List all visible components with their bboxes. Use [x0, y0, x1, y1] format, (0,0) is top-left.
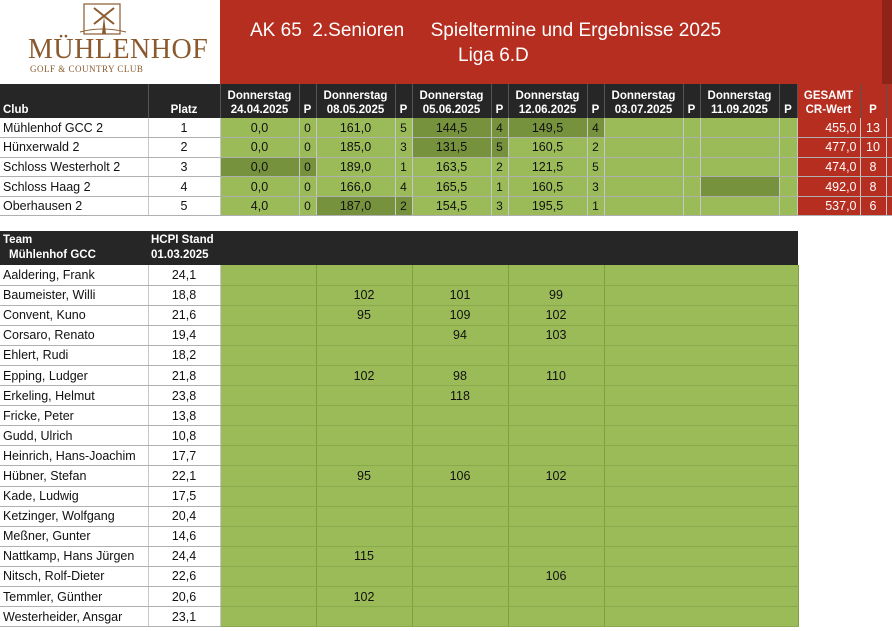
player-result [508, 406, 604, 426]
total-points: 6 [860, 196, 886, 216]
player-row [0, 446, 798, 466]
round-points: 2 [491, 157, 508, 177]
player-result [604, 587, 798, 607]
player-result [220, 587, 316, 607]
round-score: 0,0 [220, 138, 299, 158]
round-points: 1 [491, 177, 508, 197]
date-day: Donnerstag [323, 90, 388, 102]
player-result [316, 566, 412, 586]
player-result [508, 486, 604, 506]
player-result: 99 [508, 285, 604, 305]
date-day: Donnerstag [227, 90, 292, 102]
round-points: 0 [299, 138, 316, 158]
club-name: Schloss Westerholt 2 [0, 157, 148, 177]
round-score: 4,0 [220, 196, 299, 216]
date-day: Donnerstag [419, 90, 484, 102]
player-name: Hübner, Stefan [0, 466, 148, 486]
player-hcpi: 24,4 [148, 546, 220, 566]
round-points: 3 [395, 138, 412, 158]
club-rank: 1 [148, 118, 220, 138]
date-column-header [316, 84, 395, 118]
player-result [220, 305, 316, 325]
player-result [604, 365, 798, 385]
player-result [316, 607, 412, 627]
windmill-icon [76, 2, 130, 36]
platz-column-header: Platz [148, 84, 220, 118]
points-column-header: P [779, 84, 797, 118]
player-result [604, 566, 798, 586]
round-points: 2 [395, 196, 412, 216]
points-column-header: P [299, 84, 316, 118]
round-score: 165,5 [412, 177, 491, 197]
team-results-table [0, 231, 799, 627]
player-result: 103 [508, 325, 604, 345]
player-result [220, 365, 316, 385]
page-header [220, 0, 892, 84]
total-points: 10 [860, 138, 886, 158]
player-result [508, 526, 604, 546]
player-result [508, 607, 604, 627]
player-result [508, 386, 604, 406]
club-logo [20, 2, 209, 80]
player-result [412, 546, 508, 566]
player-result: 110 [508, 365, 604, 385]
player-result [604, 607, 798, 627]
player-hcpi: 17,5 [148, 486, 220, 506]
player-row [0, 345, 798, 365]
club-row [0, 157, 892, 177]
player-row [0, 486, 798, 506]
total-cr-value: 492,0 [797, 177, 860, 197]
player-result [412, 607, 508, 627]
player-result [412, 426, 508, 446]
player-row [0, 466, 798, 486]
player-hcpi: 20,6 [148, 587, 220, 607]
player-hcpi: 19,4 [148, 325, 220, 345]
player-result [604, 325, 798, 345]
date-column-header [508, 84, 587, 118]
player-result [220, 566, 316, 586]
player-result: 118 [412, 386, 508, 406]
round-points: 4 [491, 118, 508, 138]
player-hcpi: 18,2 [148, 345, 220, 365]
logo-brand: MÜHLENHOF [28, 34, 209, 65]
round-score: 161,0 [316, 118, 395, 138]
round-score [700, 138, 779, 158]
player-result [220, 546, 316, 566]
club-rank: 5 [148, 196, 220, 216]
club-row [0, 118, 892, 138]
round-score: 160,5 [508, 177, 587, 197]
round-points: 3 [587, 177, 604, 197]
player-result [508, 426, 604, 446]
player-result [604, 386, 798, 406]
round-points: 0 [299, 177, 316, 197]
player-row [0, 386, 798, 406]
round-score [604, 118, 683, 138]
player-result [220, 446, 316, 466]
player-result: 98 [412, 365, 508, 385]
player-result [316, 345, 412, 365]
round-score [604, 138, 683, 158]
date-column-header [412, 84, 491, 118]
round-points: 5 [587, 157, 604, 177]
player-row [0, 506, 798, 526]
player-result [316, 526, 412, 546]
round-points [779, 196, 797, 216]
player-result [508, 446, 604, 466]
round-points: 0 [299, 118, 316, 138]
player-result [412, 345, 508, 365]
player-result [508, 587, 604, 607]
total-cr-value: 477,0 [797, 138, 860, 158]
row-edge [886, 157, 892, 177]
player-hcpi: 21,8 [148, 365, 220, 385]
player-result [508, 546, 604, 566]
round-points: 3 [491, 196, 508, 216]
player-result: 101 [412, 285, 508, 305]
round-points [683, 157, 700, 177]
player-result [412, 406, 508, 426]
player-hcpi: 22,1 [148, 466, 220, 486]
cr-label: CR-Wert [805, 104, 852, 116]
player-result [316, 325, 412, 345]
player-result [412, 526, 508, 546]
player-row [0, 285, 798, 305]
player-name: Corsaro, Renato [0, 325, 148, 345]
player-name: Nattkamp, Hans Jürgen [0, 546, 148, 566]
total-cr-value: 455,0 [797, 118, 860, 138]
player-name: Fricke, Peter [0, 406, 148, 426]
round-score [700, 177, 779, 197]
team-header: Team Mühlenhof GCC [0, 231, 148, 265]
player-hcpi: 10,8 [148, 426, 220, 446]
player-row [0, 587, 798, 607]
club-row [0, 177, 892, 197]
round-score: 131,5 [412, 138, 491, 158]
player-result [604, 305, 798, 325]
date-value: 24.04.2025 [230, 104, 289, 116]
player-result [604, 446, 798, 466]
player-result [604, 466, 798, 486]
total-column-header [797, 84, 860, 118]
player-result [604, 486, 798, 506]
round-points: 0 [299, 196, 316, 216]
player-result [220, 386, 316, 406]
round-score: 0,0 [220, 177, 299, 197]
player-result: 106 [508, 566, 604, 586]
player-result [412, 265, 508, 285]
player-result [508, 265, 604, 285]
round-score: 149,5 [508, 118, 587, 138]
edge-header [886, 84, 892, 118]
player-result [604, 526, 798, 546]
player-result [220, 426, 316, 446]
player-row [0, 325, 798, 345]
round-score: 166,0 [316, 177, 395, 197]
header-edge [882, 0, 892, 84]
player-result: 94 [412, 325, 508, 345]
date-day: Donnerstag [515, 90, 580, 102]
total-points: 13 [860, 118, 886, 138]
player-hcpi: 14,6 [148, 526, 220, 546]
round-score: 144,5 [412, 118, 491, 138]
club-rank: 3 [148, 157, 220, 177]
total-points-header: P [860, 84, 886, 118]
round-points: 5 [395, 118, 412, 138]
player-row [0, 607, 798, 627]
total-points: 8 [860, 157, 886, 177]
round-points [683, 196, 700, 216]
player-result [220, 607, 316, 627]
player-name: Aaldering, Frank [0, 265, 148, 285]
club-rank: 4 [148, 177, 220, 197]
club-name: Schloss Haag 2 [0, 177, 148, 197]
player-name: Ketzinger, Wolfgang [0, 506, 148, 526]
round-score: 154,5 [412, 196, 491, 216]
player-result [220, 486, 316, 506]
player-hcpi: 22,6 [148, 566, 220, 586]
club-row [0, 138, 892, 158]
player-row [0, 426, 798, 446]
player-result [220, 285, 316, 305]
round-score [700, 157, 779, 177]
player-hcpi: 23,8 [148, 386, 220, 406]
player-result: 95 [316, 305, 412, 325]
round-score [700, 118, 779, 138]
player-result [316, 265, 412, 285]
row-edge [886, 177, 892, 197]
date-column-header [220, 84, 299, 118]
player-hcpi: 18,8 [148, 285, 220, 305]
player-name: Convent, Kuno [0, 305, 148, 325]
total-cr-value: 537,0 [797, 196, 860, 216]
player-result [316, 426, 412, 446]
player-result [412, 486, 508, 506]
player-result [316, 486, 412, 506]
hcpi-header: HCPI Stand 01.03.2025 [148, 231, 220, 265]
round-points: 1 [587, 196, 604, 216]
player-result [508, 506, 604, 526]
player-hcpi: 21,6 [148, 305, 220, 325]
player-result [220, 466, 316, 486]
player-name: Meßner, Gunter [0, 526, 148, 546]
round-points [779, 177, 797, 197]
player-result: 109 [412, 305, 508, 325]
player-name: Westerheider, Ansgar [0, 607, 148, 627]
player-hcpi: 20,4 [148, 506, 220, 526]
round-score [604, 157, 683, 177]
date-value: 03.07.2025 [614, 104, 673, 116]
player-result: 102 [508, 305, 604, 325]
player-row [0, 546, 798, 566]
player-result [316, 446, 412, 466]
player-result: 102 [316, 365, 412, 385]
club-column-header: Club [0, 84, 148, 118]
player-result [412, 566, 508, 586]
player-result [604, 265, 798, 285]
round-points [779, 118, 797, 138]
round-score: 160,5 [508, 138, 587, 158]
player-name: Temmler, Günther [0, 587, 148, 607]
player-result [604, 506, 798, 526]
round-score: 163,5 [412, 157, 491, 177]
player-result [604, 345, 798, 365]
player-result: 102 [508, 466, 604, 486]
round-score [604, 177, 683, 197]
player-row [0, 365, 798, 385]
player-name: Ehlert, Rudi [0, 345, 148, 365]
player-hcpi: 24,1 [148, 265, 220, 285]
player-result [220, 506, 316, 526]
player-hcpi: 23,1 [148, 607, 220, 627]
player-result [316, 506, 412, 526]
round-points [683, 177, 700, 197]
row-edge [886, 118, 892, 138]
round-score: 189,0 [316, 157, 395, 177]
player-name: Nitsch, Rolf-Dieter [0, 566, 148, 586]
logo-subtitle: GOLF & COUNTRY CLUB [30, 64, 144, 74]
player-result [220, 526, 316, 546]
total-cr-value: 474,0 [797, 157, 860, 177]
date-column-header [604, 84, 683, 118]
club-name: Mühlenhof GCC 2 [0, 118, 148, 138]
round-points: 5 [491, 138, 508, 158]
club-rank: 2 [148, 138, 220, 158]
round-score: 0,0 [220, 118, 299, 138]
round-score: 195,5 [508, 196, 587, 216]
points-column-header: P [587, 84, 604, 118]
player-name: Kade, Ludwig [0, 486, 148, 506]
player-result [604, 285, 798, 305]
player-result [604, 426, 798, 446]
date-value: 08.05.2025 [326, 104, 385, 116]
club-name: Hünxerwald 2 [0, 138, 148, 158]
player-row [0, 406, 798, 426]
player-result [220, 345, 316, 365]
date-value: 05.06.2025 [422, 104, 481, 116]
player-result [412, 587, 508, 607]
round-points: 4 [587, 118, 604, 138]
round-score [604, 196, 683, 216]
player-result: 106 [412, 466, 508, 486]
round-points [683, 118, 700, 138]
total-label: GESAMT [803, 90, 854, 102]
player-name: Heinrich, Hans-Joachim [0, 446, 148, 466]
page-subtitle: Liga 6.D [458, 45, 529, 66]
player-result [412, 446, 508, 466]
round-points: 4 [395, 177, 412, 197]
player-row [0, 566, 798, 586]
row-edge [886, 138, 892, 158]
player-row [0, 526, 798, 546]
player-result [316, 406, 412, 426]
player-name: Baumeister, Willi [0, 285, 148, 305]
round-points [779, 138, 797, 158]
points-column-header: P [683, 84, 700, 118]
points-column-header: P [491, 84, 508, 118]
round-score [700, 196, 779, 216]
round-points [683, 138, 700, 158]
row-edge [886, 196, 892, 216]
date-value: 11.09.2025 [711, 104, 768, 116]
points-column-header: P [395, 84, 412, 118]
player-name: Erkeling, Helmut [0, 386, 148, 406]
player-result [220, 325, 316, 345]
player-result [220, 406, 316, 426]
player-result: 95 [316, 466, 412, 486]
player-result [604, 546, 798, 566]
club-name: Oberhausen 2 [0, 196, 148, 216]
round-score: 187,0 [316, 196, 395, 216]
player-result: 102 [316, 285, 412, 305]
round-points: 2 [587, 138, 604, 158]
player-result [220, 265, 316, 285]
player-name: Gudd, Ulrich [0, 426, 148, 446]
player-result [412, 506, 508, 526]
player-hcpi: 13,8 [148, 406, 220, 426]
player-result [316, 386, 412, 406]
date-value: 12.06.2025 [518, 104, 577, 116]
round-points: 0 [299, 157, 316, 177]
round-points [779, 157, 797, 177]
date-day: Donnerstag [707, 90, 772, 102]
club-standings-table [0, 84, 892, 216]
date-column-header [700, 84, 779, 118]
round-score: 185,0 [316, 138, 395, 158]
player-name: Epping, Ludger [0, 365, 148, 385]
round-points: 1 [395, 157, 412, 177]
player-result: 102 [316, 587, 412, 607]
round-score: 0,0 [220, 157, 299, 177]
team-header-blank [220, 231, 798, 265]
club-row [0, 196, 892, 216]
round-score: 121,5 [508, 157, 587, 177]
player-row [0, 265, 798, 285]
player-hcpi: 17,7 [148, 446, 220, 466]
date-day: Donnerstag [611, 90, 676, 102]
player-result [508, 345, 604, 365]
player-result [604, 406, 798, 426]
player-result: 115 [316, 546, 412, 566]
player-row [0, 305, 798, 325]
total-points: 8 [860, 177, 886, 197]
page-title: AK 65 2.Senioren Spieltermine und Ergebnisse 2025 [250, 20, 722, 41]
